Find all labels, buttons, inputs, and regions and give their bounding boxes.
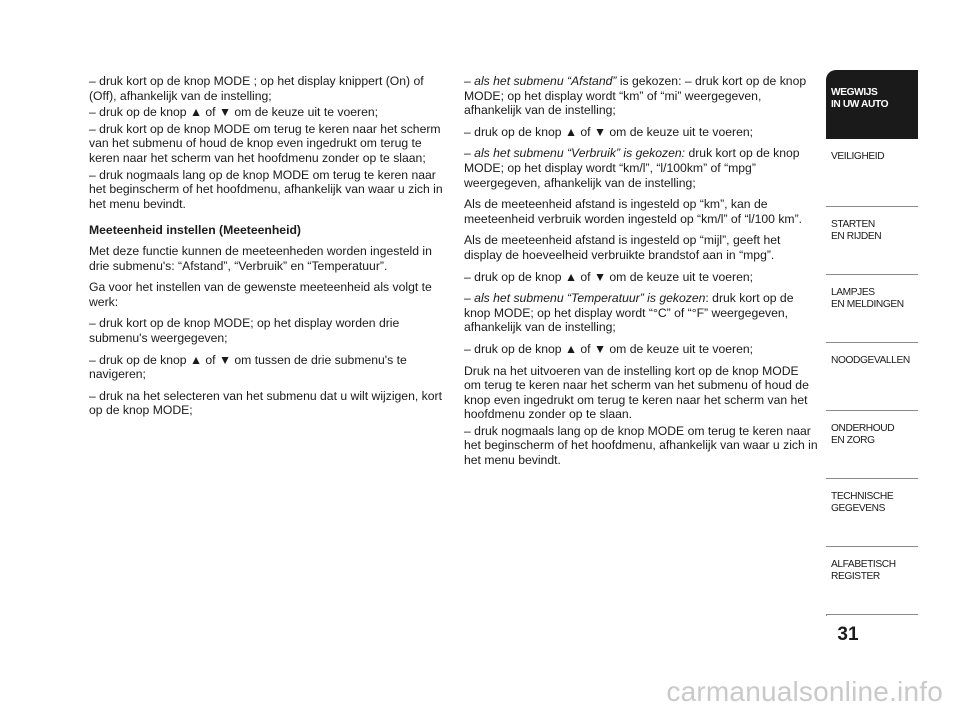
chapter-sidebar [826, 70, 918, 615]
sidebar-tab-alfabetisch[interactable] [826, 547, 918, 615]
text-prefix: – [464, 74, 475, 88]
page-number: 31 [837, 624, 859, 645]
paragraph [464, 146, 818, 190]
text-rest: druk kort op de knop MODE; op het display wordt “km/l”, “l/100km” of “mpg” weergegeven, afhankelijk van de instelling; [464, 146, 800, 190]
paragraph: Ga voor het instellen van de gewenste meeteenheid als volgt te werk: [89, 280, 432, 309]
paragraph: – druk op de knop ▲ of ▼ om de keuze uit te voeren; [464, 269, 754, 284]
paragraph: – druk kort op de knop MODE; op het display worden drie submenu's weergegeven; [89, 316, 400, 345]
sidebar-tab-label: EN RIJDEN [831, 231, 882, 242]
paragraph: – druk kort op de knop MODE om terug te keren naar het scherm van het submenu of houd de knop even ingedrukt om terug te keren naar het scherm van het hoofdmenu zonder op te slaan; [89, 121, 441, 165]
sidebar-tab-starten[interactable] [826, 207, 918, 275]
sidebar-tab-label: NOODGEVALLEN [831, 355, 910, 366]
paragraph: – druk op de knop ▲ of ▼ om tussen de drie submenu's te navigeren; [89, 352, 407, 382]
sidebar-tab-label: GEGEVENS [831, 503, 885, 514]
paragraph: – druk nogmaals lang op de knop MODE om terug te keren naar het beginscherm of het hoofdmenu, afhankelijk van waar u zich in het menu bevindt. [464, 423, 818, 468]
sidebar-tab-label: LAMPJES [831, 287, 875, 298]
paragraph [464, 74, 818, 118]
text-rest: is gekozen: – druk kort op de knop MODE; op het display wordt “km” of “mi” weergegeven, afhankelijk van de instelling; [464, 74, 807, 118]
italic-text: als het submenu “Temperatuur” is gekozen [474, 291, 706, 306]
text-rest: : druk kort op de knop MODE; op het display wordt “°C” of “°F” weergegeven, afhankelijk van de instelling; [464, 291, 794, 335]
sidebar-tab-label: ALFABETISCH [831, 559, 896, 570]
sidebar-tab-label: REGISTER [831, 571, 880, 582]
paragraph: Druk na het uitvoeren van de instelling kort op de knop MODE om terug te keren naar het scherm van het submenu of houd de knop even ingedrukt om terug te keren naar het scherm van het hoofdmenu zonder op te slaan. [464, 363, 809, 422]
sidebar-tab-label: ONDERHOUD [831, 423, 895, 434]
paragraph: – druk op de knop ▲ of ▼ om de keuze uit te voeren; [464, 124, 754, 139]
italic-text: als het submenu “Afstand” [474, 74, 617, 88]
left-column [89, 74, 443, 425]
paragraph: – druk na het selecteren van het submenu dat u wilt wijzigen, kort op de knop MODE; [89, 388, 442, 418]
sidebar-tab-label: STARTEN [831, 219, 875, 230]
sidebar-tab-label: IN UW AUTO [831, 99, 889, 110]
sidebar-tab-label: TECHNISCHE [831, 491, 894, 502]
sidebar-tab-lampjes[interactable] [826, 275, 918, 343]
text-prefix: – [464, 146, 475, 161]
paragraph: – druk nogmaals lang op de knop MODE om terug te keren naar het beginscherm of het hoofdmenu, afhankelijk van waar u zich in het menu bevindt. [89, 167, 443, 211]
text-prefix: – [464, 291, 475, 306]
paragraph: Als de meeteenheid afstand is ingesteld op “mijl”, geeft het display de hoeveelheid verbruikte brandstof aan in “mpg”. [464, 233, 781, 262]
sidebar-tab-label: WEGWIJS [831, 87, 878, 98]
paragraph: – druk kort op de knop MODE ; op het display knippert (On) of (Off), afhankelijk van de instelling; [89, 74, 424, 103]
italic-text: als het submenu “Verbruik” is gekozen: [474, 146, 686, 161]
sidebar-tab-onderhoud[interactable] [826, 411, 918, 479]
sidebar-tab-noodgevallen[interactable] [826, 343, 918, 411]
paragraph: Met deze functie kunnen de meeteenheden worden ingesteld in drie submenu's: “Afstand”, “Verbruik” en “Temperatuur”. [89, 243, 432, 273]
section-heading: Meeteenheid instellen (Meeteenheid) [89, 223, 301, 238]
paragraph: – druk op de knop ▲ of ▼ om de keuze uit te voeren; [89, 105, 379, 120]
right-column [464, 74, 818, 475]
sidebar-tab-label: VEILIGHEID [831, 151, 885, 162]
sidebar-tab-technische[interactable] [826, 479, 918, 547]
sidebar-tab-wegwijs[interactable] [826, 70, 918, 139]
watermark: carmanualsonline.info [666, 676, 943, 707]
paragraph: – druk op de knop ▲ of ▼ om de keuze uit te voeren; [464, 341, 754, 356]
sidebar-tab-label: EN MELDINGEN [831, 299, 904, 310]
sidebar-tab-label: EN ZORG [831, 435, 875, 446]
paragraph [464, 291, 818, 335]
sidebar-tab-veiligheid[interactable] [826, 139, 918, 207]
paragraph: Als de meeteenheid afstand is ingesteld op “km”, kan de meeteenheid verbruik worden ingesteld op “km/l” of “l/100 km”. [464, 197, 803, 226]
